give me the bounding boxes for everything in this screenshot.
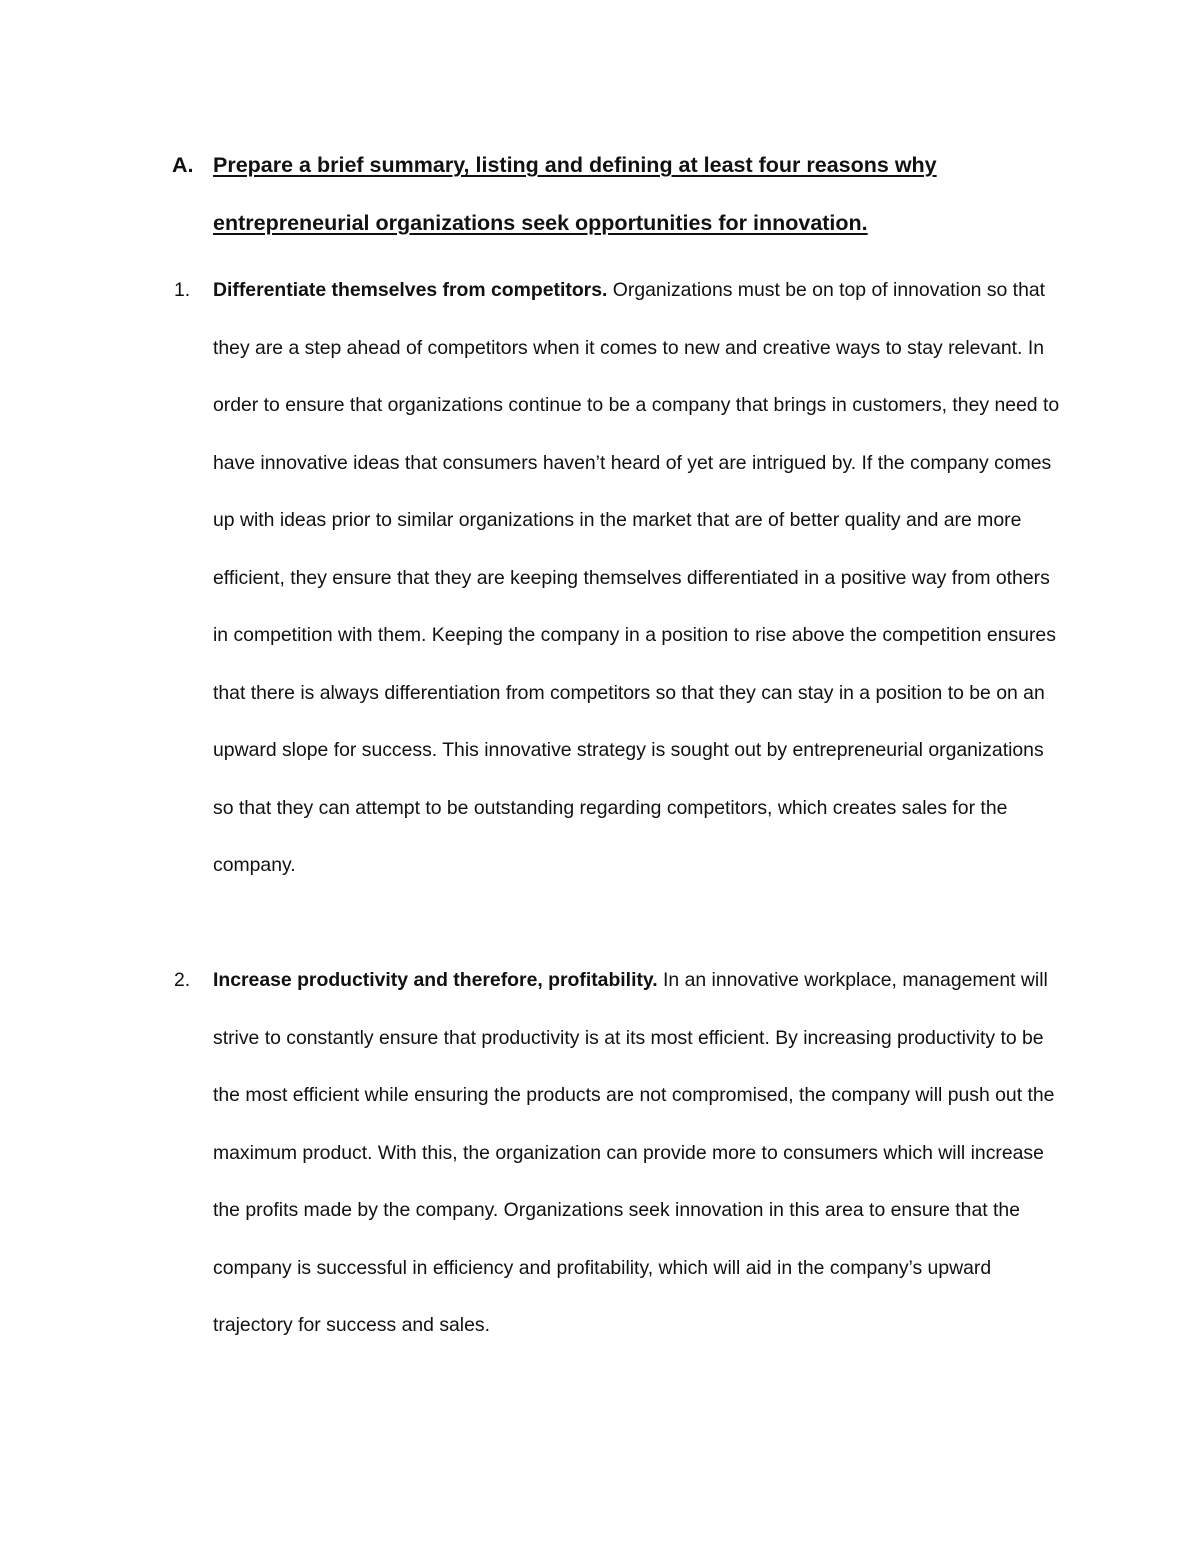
list-item-text [213,262,1064,895]
list-item-body: Organizations must be on top of innovation so that they are a step ahead of competitors when it comes to new and creative ways to stay relevant. In order to ensure that organizations continue to be a company that brings in customers, they need to have innovative ideas that consumers haven’t heard of yet are intrigued by. If the company comes up with ideas prior to similar organizations in the market that are of better quality and are more efficient, they ensure that they are keeping themselves differentiated in a positive way from others in competition with them. Keeping the company in a position to rise above the competition ensures that there is always differentiation from competitors so that they can stay in a position to be on an upward slope for success. This innovative strategy is sought out by entrepreneurial organizations so that they can attempt to be outstanding regarding competitors, which creates sales for the company. [213,279,1060,876]
section-marker: A. [172,153,194,177]
list-item-lead: Increase productivity and therefore, profitability. [213,969,658,991]
list-item-differentiate [174,262,1064,895]
section-heading [172,137,1072,252]
list-item-lead: Differentiate themselves from competitors. [213,279,608,301]
list-item-body: In an innovative workplace, management will strive to constantly ensure that productivity is at its most efficient. By increasing productivity to be the most efficient while ensuring the products are not compromised, the company will push out the maximum product. With this, the organization can provide more to consumers which will increase the profits made by the company. Organizations seek innovation in this area to ensure that the company is successful in efficiency and profitability, which will aid in the company’s upward trajectory for success and sales. [213,969,1055,1336]
list-item-productivity [174,952,1064,1355]
list-item-number: 2. [174,969,191,991]
list-item-number: 1. [174,279,191,301]
list-item-text [213,952,1064,1355]
section-heading-text: Prepare a brief summary, listing and defining at least four reasons why entrepreneurial organizations seek opportunities for innovation. [213,153,937,235]
